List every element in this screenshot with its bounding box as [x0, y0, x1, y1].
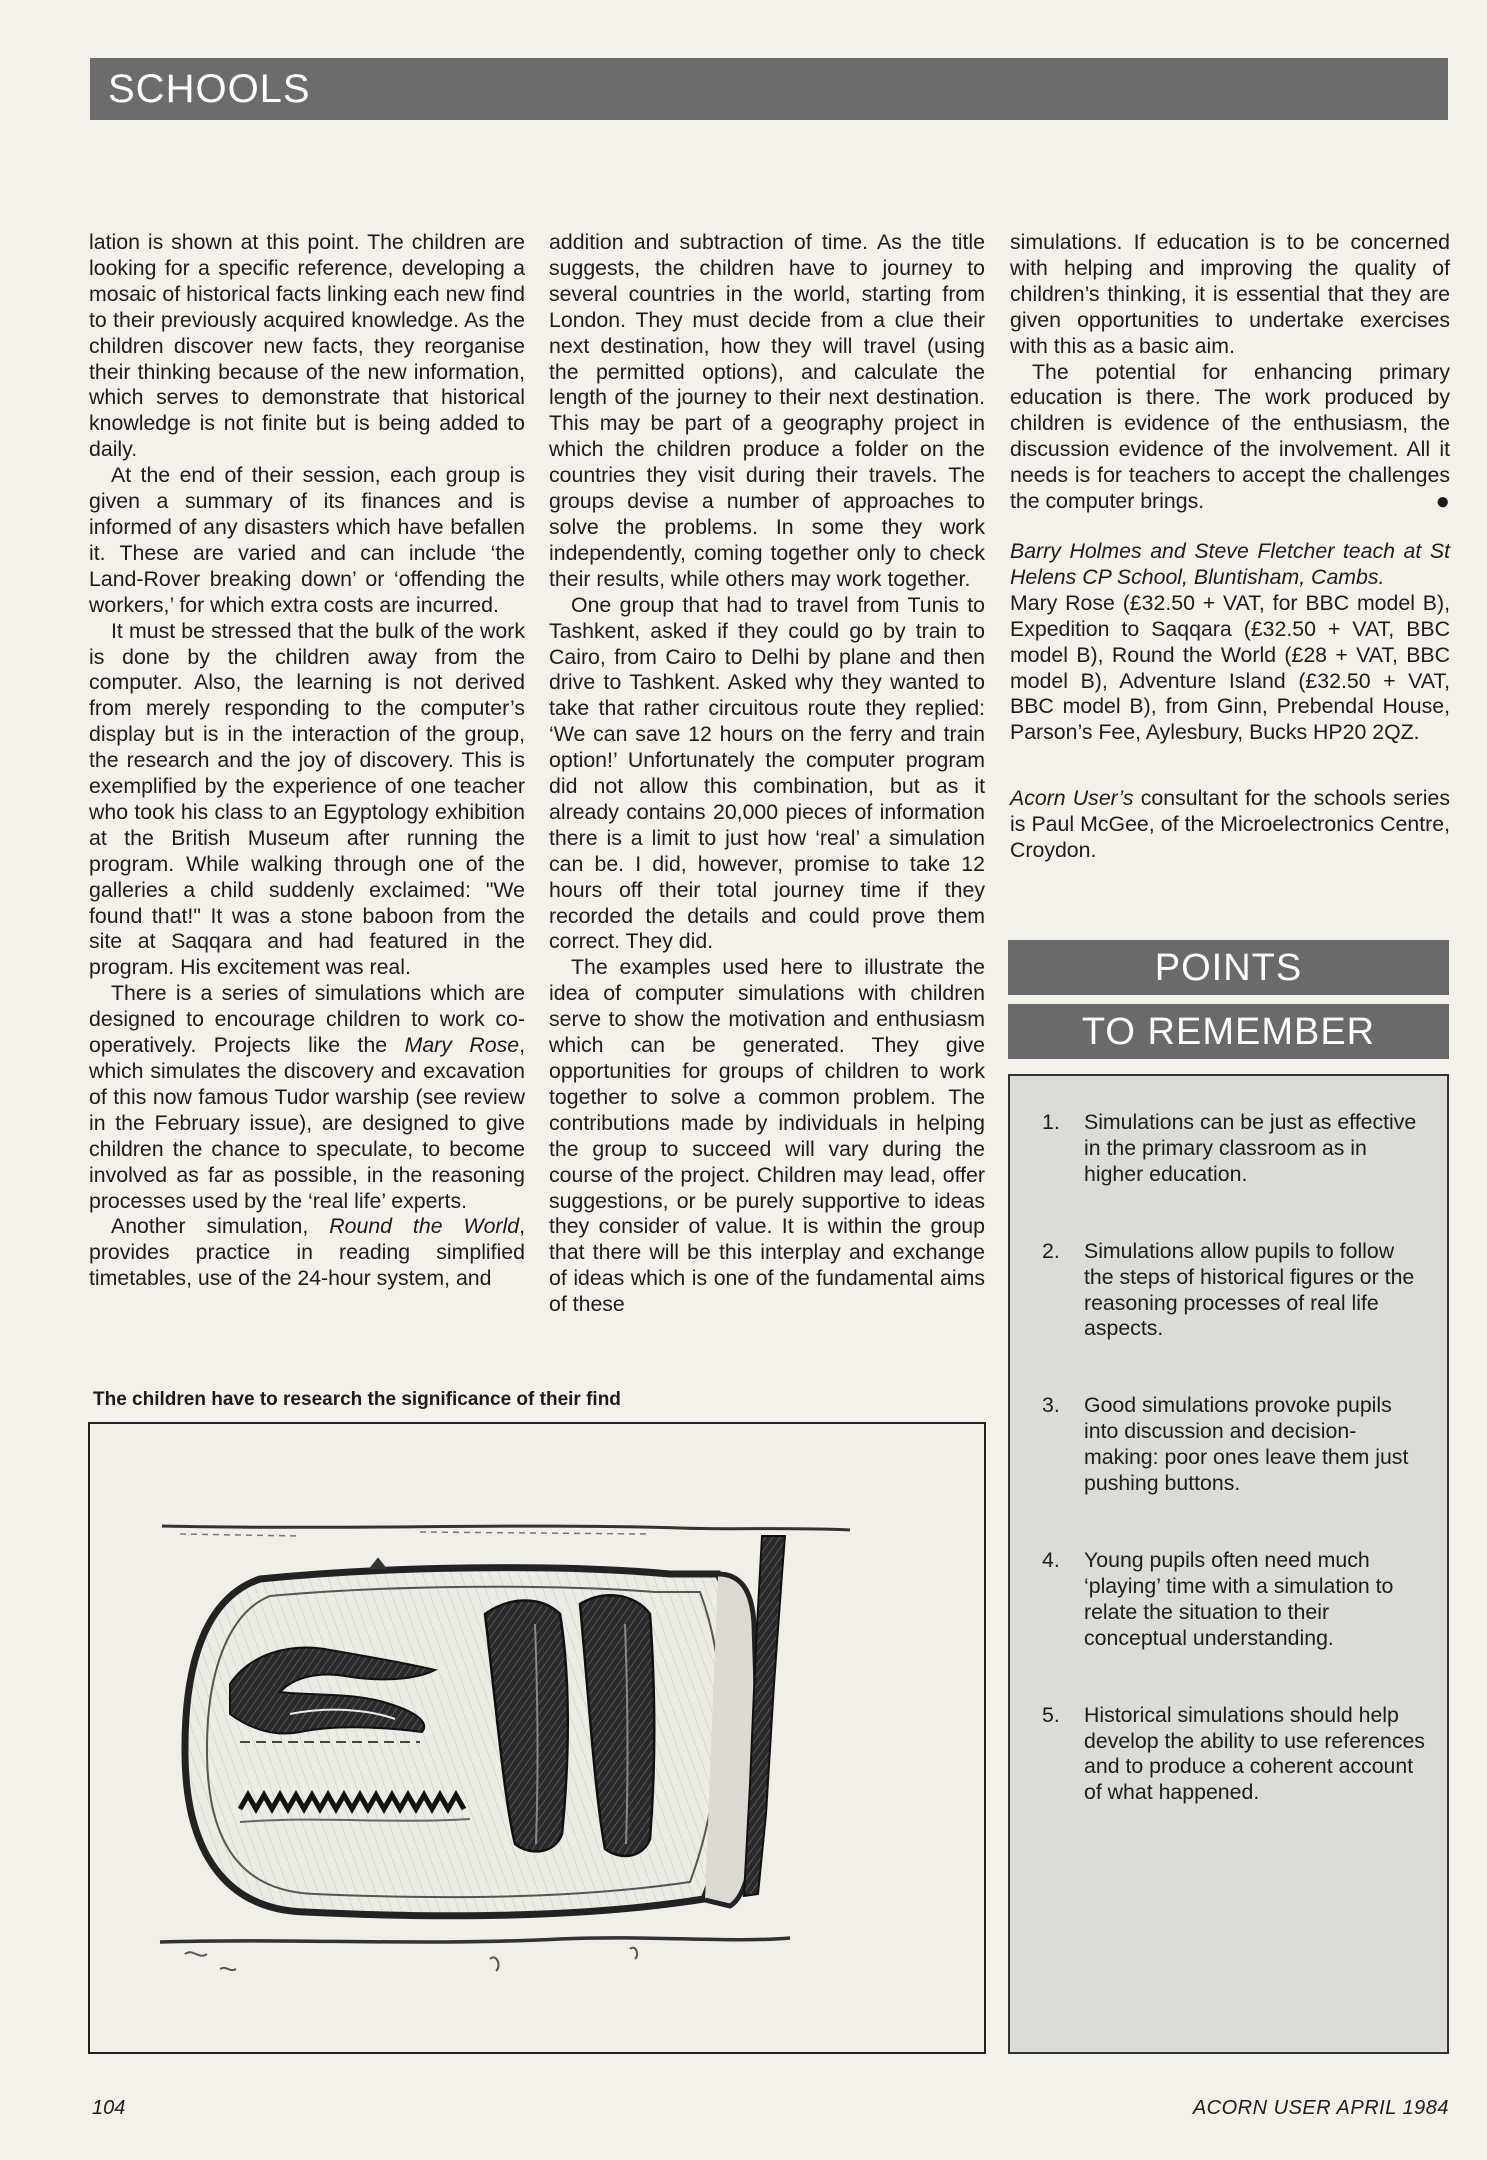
paragraph: Another simulation, Round the World, provides practice in reading simplified timetables, use of the 24-hour system, and: [89, 1214, 525, 1291]
end-mark: ●: [1435, 488, 1450, 516]
item-number: 3.: [1042, 1393, 1060, 1418]
paragraph: At the end of their session, each group is given a summary of its finances and is informed of any disasters which have befallen it. These are varied and can include ‘the Land-Rover breaking down’ or ‘offending the workers,’ for which extra costs are incurred.: [89, 463, 525, 617]
publication-footer: ACORN USER APRIL 1984: [1192, 2097, 1449, 2119]
section-title: SCHOOLS: [108, 67, 311, 111]
item-number: 4.: [1042, 1547, 1060, 1572]
paragraph: The potential for enhancing primary education is there. The work produced by children is evidence of the enthusiasm, the discussion evidence of the involvement. All it needs is for teachers to accept the challenges the computer brings. ●: [1010, 359, 1450, 516]
title-round-the-world: Round the World: [329, 1214, 520, 1239]
section-header-bar: [90, 58, 1448, 120]
points-title-line-1: POINTS: [1008, 940, 1449, 995]
article-column-2: [549, 230, 985, 1318]
item-text: Young pupils often need much ‘playing’ time with a simulation to relate the situation to their conceptual understanding.: [1084, 1547, 1394, 1650]
title-mary-rose: Mary Rose: [404, 1033, 520, 1058]
paragraph: addition and subtraction of time. As the title suggests, the children have to journey to several countries in the world, starting from London. They must decide from a clue their next destination, how they will travel (using the permitted options), and calculate the length of the journey to their next destination. This may be part of a geography project in which the children produce a folder on the countries they visit during their travels. The groups devise a number of approaches to solve the problems. In some they work independently, coming together only to check their results, while others may work together.: [549, 230, 985, 591]
product-info: Mary Rose (£32.50 + VAT, for BBC model B), Expedition to Saqqara (£32.50 + VAT, BBC model B), Round the World (£28 + VAT, BBC model B), Adventure Island (£32.50 + VAT, BBC model B), from Ginn, Prebendal House, Parson’s Fee, Aylesbury, Bucks HP20 2QZ.: [1010, 590, 1450, 745]
paragraph: It must be stressed that the bulk of the work is done by the children away from the computer. Also, the learning is not derived from merely responding to the computer’s display but is in the interaction of the group, the research and the joy of discovery. This is exemplified by the experience of one teacher who took his class to an Egyptology exhibition at the British Museum after running the program. While walking through one of the galleries a child suddenly exclaimed: "We found that!" It was a stone baboon from the site at Saqqara and had featured in the program. His excitement was real.: [89, 618, 525, 980]
item-text: Historical simulations should help develop the ability to use references and to produce a coherent account of what happened.: [1084, 1702, 1425, 1805]
consultant-credit: Acorn User’s consultant for the schools series is Paul McGee, of the Microelectronics Centre, Croydon.: [1010, 786, 1450, 863]
page-number: 104: [92, 2097, 126, 2119]
item-text: Good simulations provoke pupils into discussion and decision-making: poor ones leave them just pushing buttons.: [1084, 1393, 1409, 1496]
article-column-1: [89, 230, 525, 1292]
list-item: [1030, 1239, 1425, 1343]
points-list: [1010, 1076, 1447, 1806]
item-text: Simulations can be just as effective in the primary classroom as in higher education.: [1084, 1110, 1417, 1186]
item-text: Simulations allow pupils to follow the steps of historical figures or the reasoning processes of real life aspects.: [1084, 1238, 1415, 1341]
list-item: [1030, 1548, 1425, 1652]
points-to-remember-box: [1008, 1074, 1449, 2054]
points-title-line-2: TO REMEMBER: [1008, 1004, 1449, 1059]
paragraph: There is a series of simulations which are designed to encourage children to work co-operatively. Projects like the Mary Rose, which simulates the discovery and excavation of this now famous Tudor warship (see review in the February issue), are designed to give children the chance to speculate, to become involved as far as possible, in the reasoning processes used by the ‘real life’ experts.: [89, 981, 525, 1213]
paragraph: simulations. If education is to be concerned with helping and improving the quality of children’s thinking, it is essential that they are given opportunities to undertake exercises with this as a basic aim.: [1010, 230, 1450, 358]
photo-caption: The children have to research the significance of their find: [93, 1389, 621, 1410]
list-item: [1030, 1703, 1425, 1807]
list-item: [1030, 1393, 1425, 1497]
cartouche-photo: [88, 1422, 986, 2054]
paragraph: One group that had to travel from Tunis to Tashkent, asked if they could go by train to Cairo, from Cairo to Delhi by plane and then drive to Tashkent. Asked why they wanted to take that rather circuitous route they replied: ‘We can save 12 hours on the ferry and train option!’ Unfortunately the computer program did not allow this combination, but as it already contains 20,000 pieces of information there is a limit to just how ‘real’ a simulation can be. I did, however, promise to take 12 hours off their total journey time if they recorded the details and could prove them correct. They did.: [549, 592, 985, 954]
paragraph: The examples used here to illustrate the idea of computer simulations with children serve to show the motivation and enthusiasm which can be generated. They give opportunities for groups of children to work together to solve a common problem. The contributions made by individuals in helping the group to succeed will vary during the course of the project. Children may lead, offer suggestions, or be purely supportive to ideas they consider of value. It is within the group that there will be this interplay and exchange of ideas which is one of the fundamental aims of these: [549, 955, 985, 1317]
list-item: [1030, 1110, 1425, 1188]
paragraph: lation is shown at this point. The children are looking for a specific reference, developing a mosaic of historical facts linking each new find to their previously acquired knowledge. As the children discover new facts, they reorganise their thinking because of the new information, which serves to demonstrate that historical knowledge is not finite but is being added to daily.: [89, 230, 525, 462]
item-number: 2.: [1042, 1238, 1060, 1263]
item-number: 5.: [1042, 1702, 1060, 1727]
item-number: 1.: [1042, 1110, 1060, 1134]
author-bio: Barry Holmes and Steve Fletcher teach at St Helens CP School, Bluntisham, Cambs.: [1010, 538, 1450, 589]
article-column-3: [1010, 230, 1450, 864]
